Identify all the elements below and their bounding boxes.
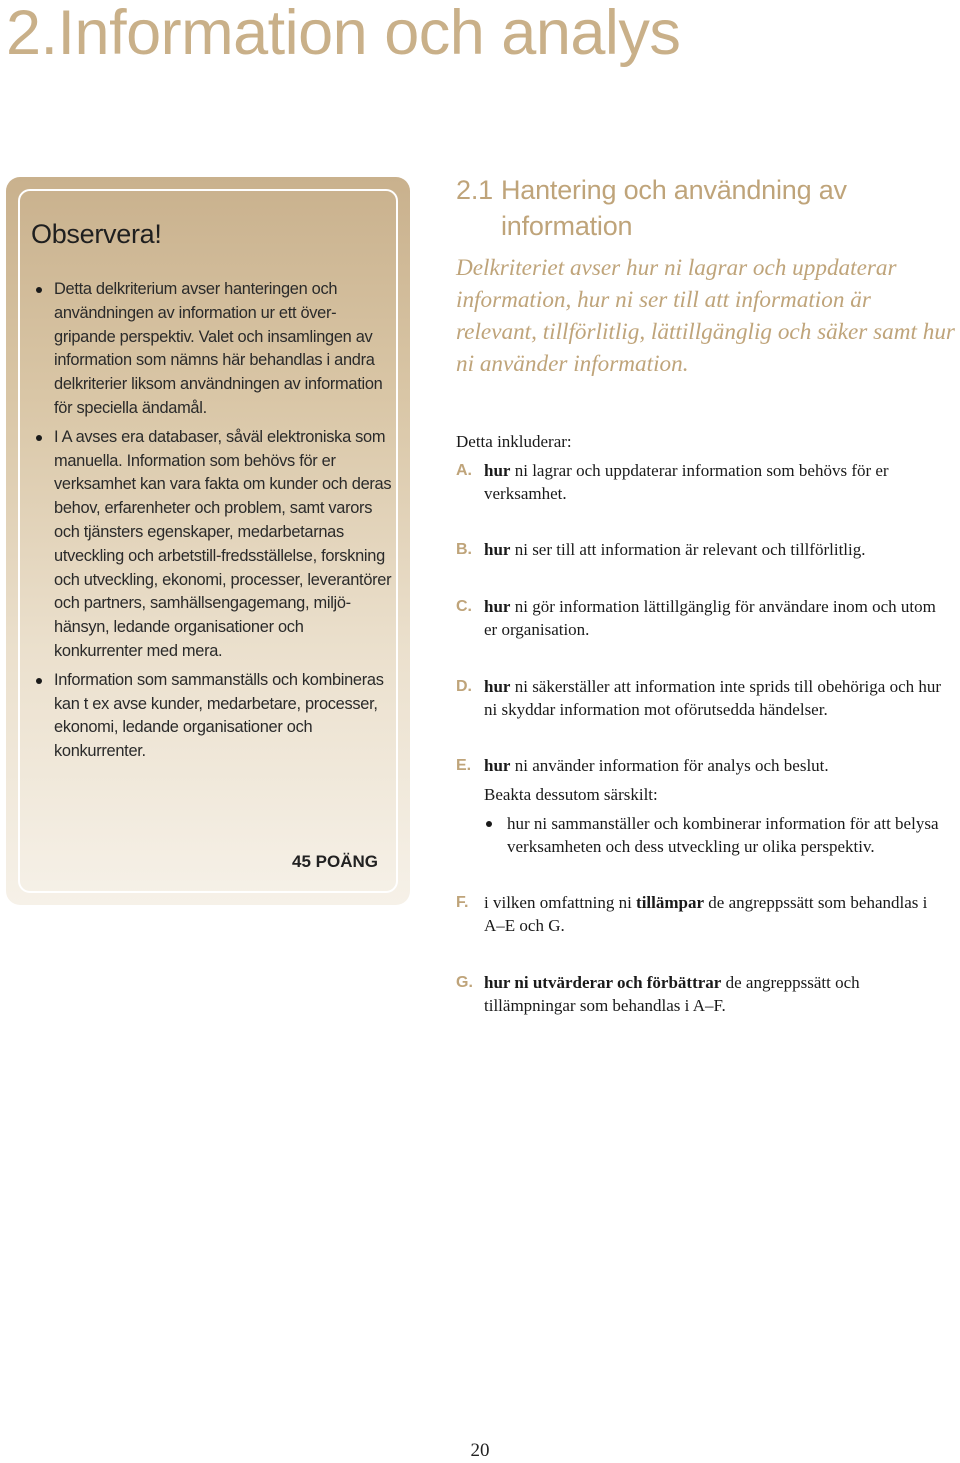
criterion-rest: ni lagrar och uppdaterar information som behövs för er verksamhet. — [484, 461, 889, 503]
criterion-rest: ni använder information för analys och beslut. — [510, 756, 829, 775]
section-title-line2: information — [501, 211, 633, 241]
chapter-title: 2.Information och analys — [6, 0, 681, 68]
criterion-text — [484, 675, 950, 721]
criterion-bold: hur — [484, 461, 511, 480]
criterion-letter: E. — [456, 757, 472, 774]
observe-list — [54, 278, 394, 769]
criterion-text — [484, 459, 950, 505]
list-item-text: hur ni sammanställer och kombinerar information för att belysa verksamheten och dess utveckling ur olika perspektiv. — [507, 814, 939, 856]
section-title-line1: Hantering och användning av — [501, 175, 847, 205]
criterion-e-extra-list — [484, 812, 950, 858]
criterion-bold: tillämpar — [636, 893, 705, 912]
criterion-rest: ni säkerställer att information inte sprids till obehöriga och hur ni skyddar information mot oförutsedda händelser. — [484, 677, 942, 719]
bullet-icon — [486, 821, 492, 827]
criterion-rest: de angreppssätt och tillämpningar som behandlas i A–F. — [484, 973, 860, 1015]
criterion-b — [456, 538, 950, 561]
criterion-bold: hur — [484, 597, 511, 616]
criterion-rest: ni ser till att information är relevant och tillförlitlig. — [510, 540, 866, 559]
bullet-icon — [36, 435, 42, 441]
criterion-bold: hur — [484, 540, 511, 559]
criterion-d — [456, 675, 950, 721]
criterion-letter: B. — [456, 541, 472, 558]
bullet-icon — [36, 678, 42, 684]
criterion-text — [484, 754, 950, 777]
criterion-text — [484, 538, 950, 561]
observe-item-text: I A avses era databaser, såväl elektroniska som manuella. Information som behövs för er verksamhet kan vara fakta om kunder och deras behov, erfarenheter och problem, samt varors och tjänsters egenskaper, medarbetarnas utveckling och arbetstill-fredsställelse, forskning och utveckling, ekonomi, processer, leverantörer och partners, samhällsengagemang, miljö-hänsyn, ledande organisationer och konkurrenter med mera. — [54, 427, 392, 660]
criterion-rest: de angreppssätt som behandlas i A–E och G. — [484, 893, 928, 935]
observe-item-text: Information som sammanställs och kombineras kan t ex avse kunder, medarbetare, processer, ekonomi, ledande organisationer och konkurrenter. — [54, 670, 384, 761]
observe-list-item — [54, 669, 394, 764]
observe-list-item — [54, 426, 394, 664]
criterion-bold: hur ni utvärderar och förbättrar — [484, 973, 722, 992]
criterion-letter: D. — [456, 678, 472, 695]
section-intro: Delkriteriet avser hur ni lagrar och uppdaterar information, hur ni ser till att information är relevant, tillförlitlig, lättillgänglig och säker samt hur ni använder information. — [456, 255, 955, 377]
criterion-e-extra-intro: Beakta dessutom särskilt: — [484, 785, 658, 804]
criterion-letter: G. — [456, 974, 473, 991]
section-number: 2.1 — [456, 175, 493, 205]
criterion-a — [456, 459, 950, 505]
list-item — [484, 812, 950, 858]
includes-label: Detta inkluderar: — [456, 432, 572, 451]
criterion-text — [484, 891, 950, 937]
observe-heading: Observera! — [31, 219, 162, 249]
criterion-g — [456, 971, 950, 1017]
criterion-text — [484, 595, 950, 641]
section-heading — [456, 172, 936, 244]
criterion-bold: hur — [484, 756, 511, 775]
criterion-letter: F. — [456, 894, 469, 911]
observe-list-item — [54, 278, 394, 421]
points-label: 45 POÄNG — [292, 852, 378, 871]
criterion-f — [456, 891, 950, 937]
criterion-rest: ni gör information lättillgänglig för användare inom och utom er organisation. — [484, 597, 936, 639]
criterion-letter: C. — [456, 598, 472, 615]
criterion-bold: hur — [484, 677, 511, 696]
observe-item-text: Detta delkriterium avser hanteringen och användningen av information ur ett över-gripande perspektiv. Valet och insamlingen av information som nämns här behandlas i andra delkriterier liksom användningen av information för speciella ändamål. — [54, 280, 383, 417]
criterion-text — [484, 971, 950, 1017]
criterion-c — [456, 595, 950, 641]
criterion-pre: i vilken omfattning ni — [484, 893, 637, 912]
criterion-e — [456, 754, 950, 858]
bullet-icon — [36, 287, 42, 293]
page-number: 20 — [470, 1440, 490, 1461]
criterion-letter: A. — [456, 462, 472, 479]
